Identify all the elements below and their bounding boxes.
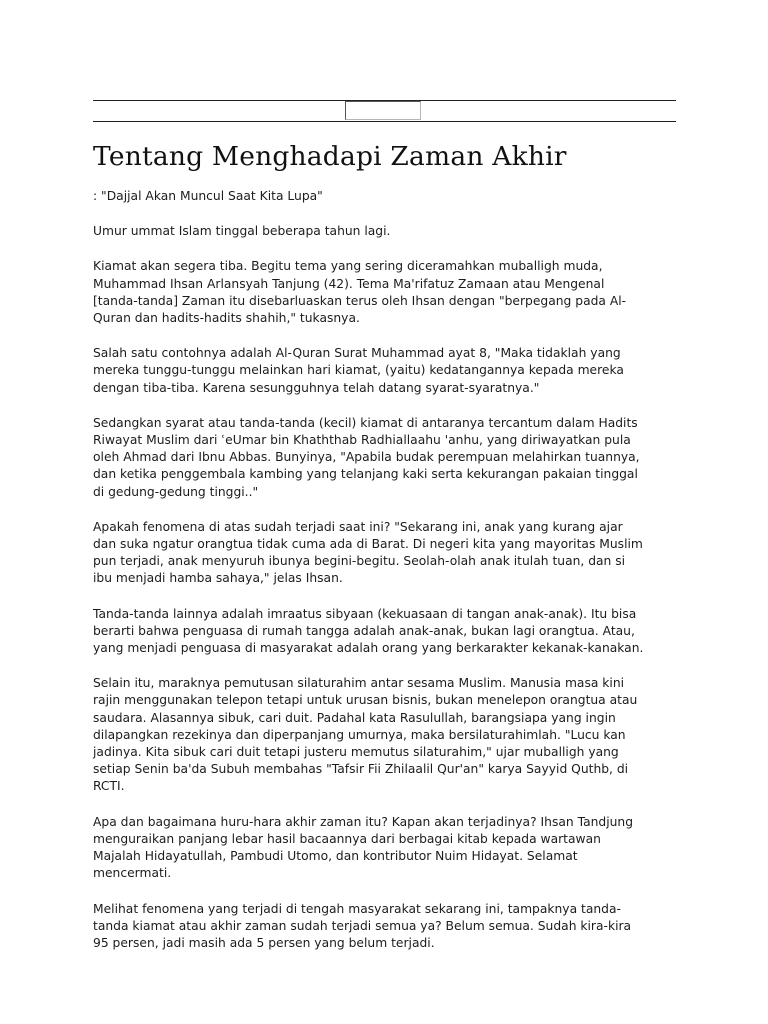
paragraph: Melihat fenomena yang terjadi di tengah masyarakat sekarang ini, tampaknya tanda- tanda kiamat atau akhir zaman sudah terjadi semua ya? Belum semua. Sudah kira-kira 95 persen, jadi masih ada 5 persen yang belum terjadi. — [93, 901, 632, 950]
article-body — [93, 138, 683, 952]
article-subtitle: : "Dajjal Akan Muncul Saat Kita Lupa" — [93, 189, 323, 203]
paragraph: Umur ummat Islam tinggal beberapa tahun lagi. — [93, 224, 391, 239]
paragraph: Apa dan bagaimana huru-hara akhir zaman itu? Kapan akan terjadinya? Ihsan Tandjung menguraikan panjang lebar hasil bacaannya dari berbagai kitab kepada wartawan Majalah Hidayatullah, Pambudi Utomo, dan kontributor Nuim Hidayat. Selamat mencermati. — [93, 814, 634, 881]
paragraph: Kiamat akan segera tiba. Begitu tema yang sering diceramahkan muballigh muda, Muhammad Ihsan Arlansyah Tanjung (42). Tema Ma'rifatuz Zamaan atau Mengenal [tanda-tanda] Zaman itu disebarluaskan terus oleh Ihsan dengan "berpegang pada Al- Quran dan hadits-hadits shahih," tukasnya. — [93, 259, 627, 326]
embedded-image-placeholder — [345, 101, 421, 120]
paragraph: Apakah fenomena di atas sudah terjadi saat ini? "Sekarang ini, anak yang kurang ajar dan suka ngatur orangtua tidak cuma ada di Barat. Di negeri kita yang mayoritas Muslim pun terjadi, anak menyuruh ibunya begini-begitu. Seolah-olah anak itulah tuan, dan si ibu menjadi hamba sahaya," jelas Ihsan. — [93, 519, 643, 586]
paragraph: Tanda-tanda lainnya adalah imraatus sibyaan (kekuasaan di tangan anak-anak). Itu bisa berarti bahwa penguasa di rumah tangga adalah anak-anak, bukan lagi orangtua. Atau, yang menjadi penguasa di masyarakat adalah orang yang berkarakter kekanak-kanakan. — [93, 606, 644, 656]
header-bottom-rule — [93, 121, 676, 122]
paragraph: Selain itu, maraknya pemutusan silaturahim antar sesama Muslim. Manusia masa kini rajin menggunakan telepon tetapi untuk urusan bisnis, bukan menelepon orangtua atau saudara. Alasannya sibuk, cari duit. Padahal kata Rasulullah, barangsiapa yang ingin dilapangkan rezekinya dan diperpanjang umurnya, maka bersilaturahimlah. "Lucu kan jadinya. Kita sibuk cari duit tetapi justeru memutus silaturahim," ujar muballigh yang setiap Senin ba'da Subuh membahas "Tafsir Fii Zhilaalil Qur'an" karya Sayyid Quthb, di RCTI. — [93, 676, 638, 794]
article-title: Tentang Menghadapi Zaman Akhir — [93, 141, 567, 172]
paragraph: Salah satu contohnya adalah Al-Quran Surat Muhammad ayat 8, "Maka tidaklah yang mereka tunggu-tunggu melainkan hari kiamat, (yaitu) kedatangannya kepada mereka dengan tiba-tiba. Karena sesungguhnya telah datang syarat-syaratnya." — [93, 346, 624, 395]
paragraph: Sedangkan syarat atau tanda-tanda (kecil) kiamat di antaranya tercantum dalam Hadits Riwayat Muslim dari ʿeUmar bin Khaththab Radhiallaahu 'anhu, yang diriwayatkan pula oleh Ahmad dari Ibnu Abbas. Bunyinya, "Apabila budak perempuan melahirkan tuannya, dan ketika penggembala kambing yang telanjang kaki serta kekurangan pakaian tinggal di gedung-gedung tinggi.." — [93, 415, 640, 499]
